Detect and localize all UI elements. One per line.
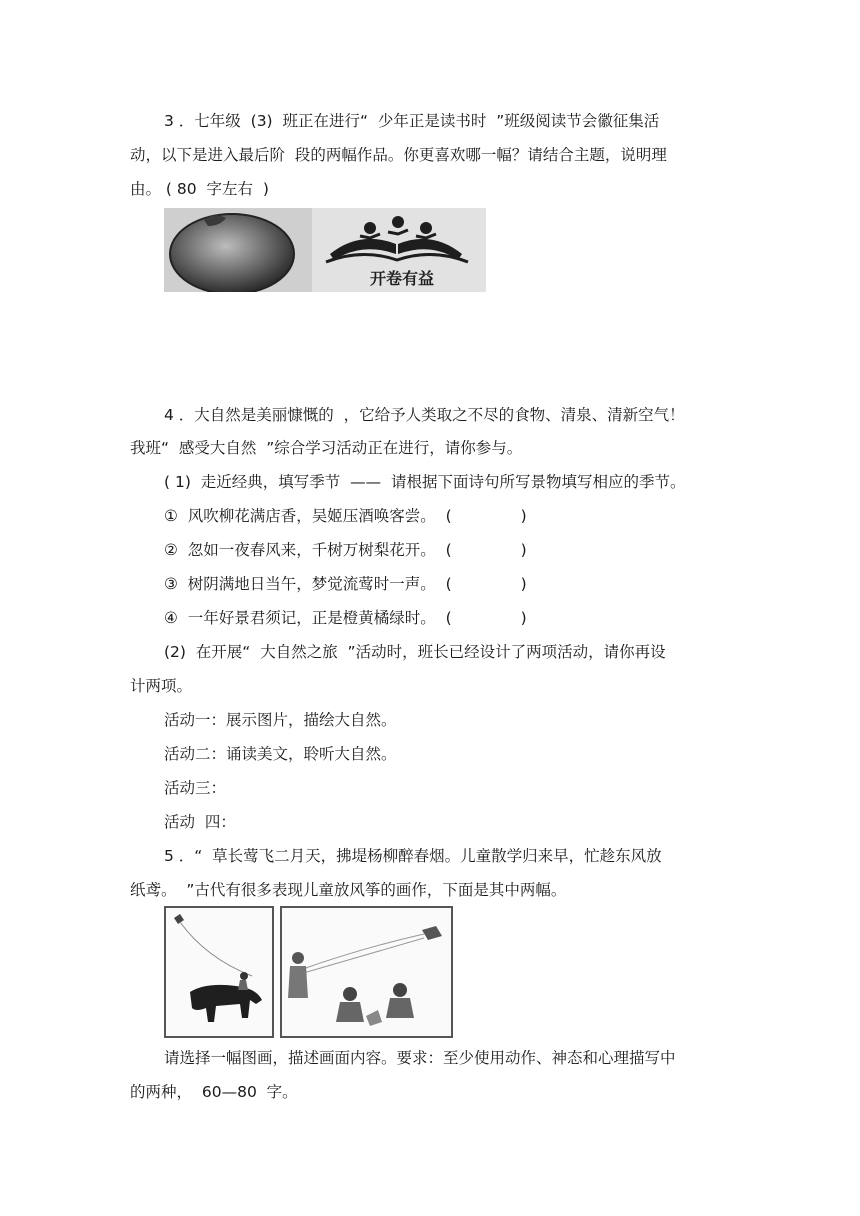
poem-item: ③ 树阴满地日当午，梦觉流莺时一声。 ( )	[164, 575, 527, 593]
logo-caption: 开卷有益	[369, 269, 434, 288]
activity-item: 活动三：	[164, 779, 227, 797]
q5-line-2: 纸鸢。 ”古代有很多表现儿童放风筝的画作，下面是其中两幅。	[130, 881, 567, 899]
poem-item: ① 风吹柳花满店香，吴姬压酒唤客尝。 ( )	[164, 507, 527, 525]
poem-item: ② 忽如一夜春风来，千树万树梨花开。 ( )	[164, 541, 527, 559]
q4-line-2: 我班“ 感受大自然 ”综合学习活动正在进行，请你参与。	[130, 439, 523, 457]
q5-line-4: 的两种， 60—80 字。	[130, 1083, 298, 1101]
activity-item: 活动二：诵读美文，聆听大自然。	[164, 745, 397, 763]
kite-children-illustration	[282, 908, 451, 1036]
q4-sub2-line-1: (2) 在开展“ 大自然之旅 ”活动时，班长已经设计了两项活动，请你再设	[164, 643, 666, 661]
q3-line-1: 3 ．七年级 (3) 班正在进行“ 少年正是读书时 ”班级阅读节会徽征集活	[164, 112, 660, 130]
activity-item: 活动一：展示图片，描绘大自然。	[164, 711, 397, 729]
q3-line-3: 由。 ( 80 字左右 )	[130, 180, 269, 198]
kite-painting-one	[164, 906, 274, 1038]
q4-sub2-line-2: 计两项。	[130, 677, 193, 695]
q3-logo-figure	[164, 208, 486, 292]
q5-line-3: 请选择一幅图画，描述画面内容。要求：至少使用动作、神态和心理描写中	[164, 1049, 676, 1067]
kite-buffalo-illustration	[166, 908, 272, 1036]
q4-line-1: 4 ．大自然是美丽慷慨的 ，它给予人类取之不尽的食物、清泉、清新空气！	[164, 406, 685, 424]
poem-item: ④ 一年好景君须记，正是橙黄橘绿时。 ( )	[164, 609, 527, 627]
q5-line-1: 5 ．“ 草长莺飞二月天，拂堤杨柳醉春烟。儿童散学归来早，忙趁东风放	[164, 847, 662, 865]
activity-item: 活动 四：	[164, 813, 236, 831]
q4-sub1: ( 1) 走近经典，填写季节 —— 请根据下面诗句所写景物填写相应的季节。	[164, 473, 686, 491]
kite-painting-two	[280, 906, 453, 1038]
q3-line-2: 动，以下是进入最后阶 段的两幅作品。你更喜欢哪一幅？请结合主题，说明理	[130, 146, 667, 164]
